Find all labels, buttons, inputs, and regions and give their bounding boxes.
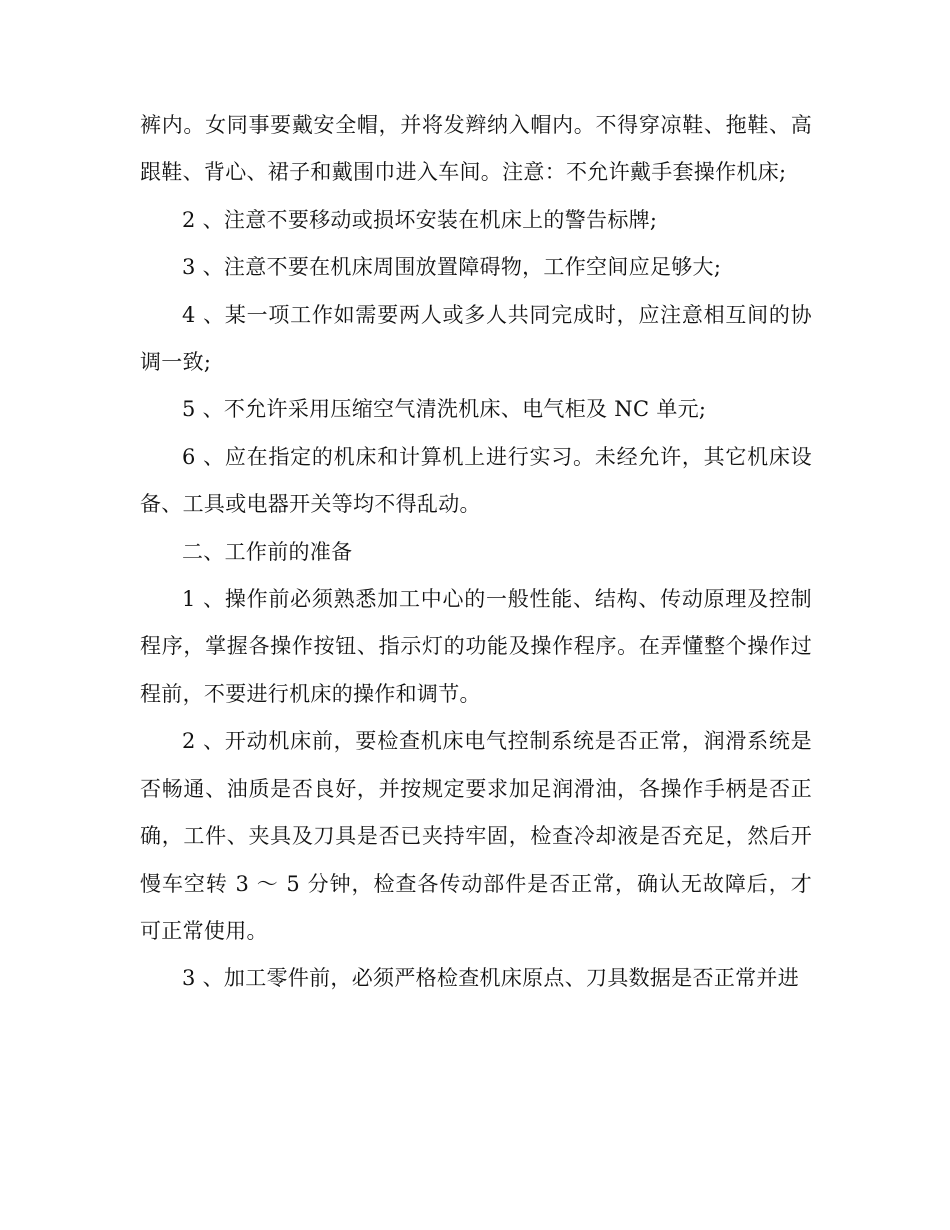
paragraph: 2 、开动机床前，要检查机床电气控制系统是否正常，润滑系统是否畅通、油质是否良好，并按规定要求加足润滑油，各操作手柄是否正确，工件、夹具及刀具是否已夹持牢固，检查冷却液是否充足，然后开慢车空转 3 ～ 5 分钟，检查各传动部件是否正常，确认无故障后，才可正常使用。 xyxy=(140,729,812,943)
paragraph: 3 、加工零件前，必须严格检查机床原点、刀具数据是否正常并进 xyxy=(182,966,800,991)
paragraph: 6 、应在指定的机床和计算机上进行实习。未经允许，其它机床设备、工具或电器开关等均不得乱动。 xyxy=(140,444,812,517)
paragraph: 4 、某一项工作如需要两人或多人共同完成时，应注意相互间的协调一致; xyxy=(140,302,812,375)
section-heading: 二、工作前的准备 xyxy=(182,539,353,564)
paragraph: 5 、不允许采用压缩空气清洗机床、电气柜及 NC 单元; xyxy=(182,397,707,422)
paragraph: 3 、注意不要在机床周围放置障碍物，工作空间应足够大; xyxy=(182,255,722,280)
paragraph: 1 、操作前必须熟悉加工中心的一般性能、结构、传动原理及控制程序，掌握各操作按钮、指示灯的功能及操作程序。在弄懂整个操作过程前，不要进行机床的操作和调节。 xyxy=(140,587,812,706)
document-body xyxy=(140,102,812,1003)
paragraph: 2 、注意不要移动或损坏安装在机床上的警告标牌; xyxy=(182,207,658,232)
paragraph: 裤内。女同事要戴安全帽，并将发辫纳入帽内。不得穿凉鞋、拖鞋、高跟鞋、背心、裙子和戴围巾进入车间。注意：不允许戴手套操作机床; xyxy=(140,113,812,185)
